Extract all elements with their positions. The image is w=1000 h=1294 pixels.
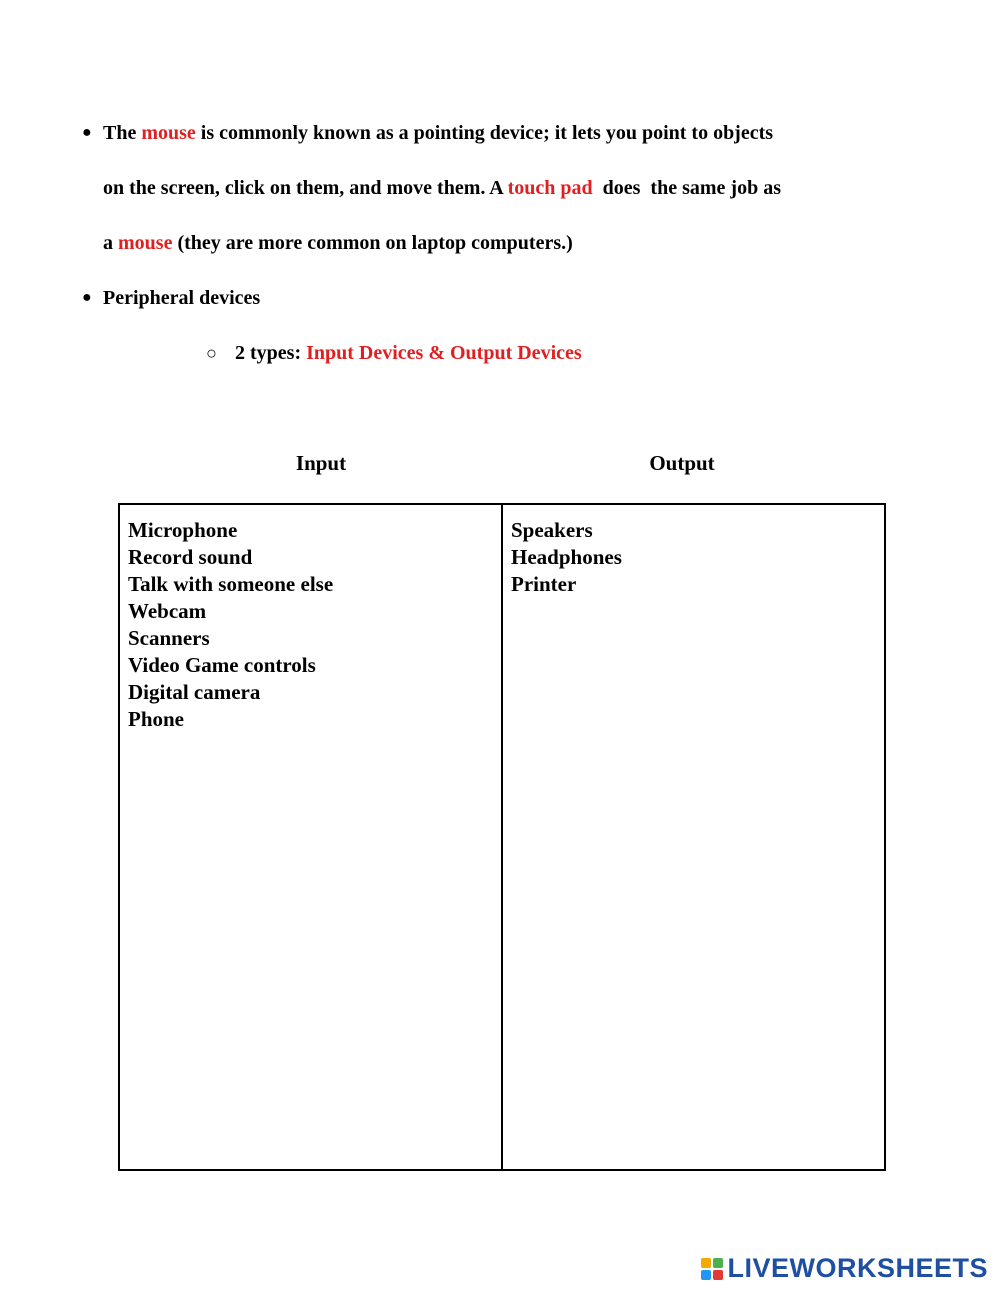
brand-name: LIVEWORKSHEETS bbox=[727, 1253, 988, 1283]
input-item: Record sound bbox=[128, 545, 253, 569]
text-segment: The bbox=[103, 122, 142, 144]
keyword-touch-pad: touch pad bbox=[507, 177, 593, 199]
input-column-header: Input bbox=[295, 451, 347, 475]
keyword-mouse: mouse bbox=[118, 232, 173, 254]
input-item: Video Game controls bbox=[128, 653, 316, 677]
input-item: Phone bbox=[128, 707, 185, 731]
types-line bbox=[235, 341, 582, 365]
bullet-dot: ● bbox=[82, 289, 92, 306]
devices-table bbox=[118, 503, 886, 1171]
liveworksheets-logo-icon bbox=[701, 1258, 723, 1280]
bullet-dot: ● bbox=[82, 124, 92, 141]
input-item: Scanners bbox=[128, 626, 210, 650]
output-cell bbox=[501, 505, 884, 1169]
keyword-mouse: mouse bbox=[141, 122, 196, 144]
types-highlight: Input Devices & Output Devices bbox=[306, 342, 582, 364]
text-segment: does the same job as bbox=[592, 177, 781, 199]
output-column-header: Output bbox=[649, 451, 715, 475]
liveworksheets-brand bbox=[701, 1253, 988, 1284]
input-item: Talk with someone else bbox=[128, 572, 334, 596]
text-segment: (they are more common on laptop computers.) bbox=[172, 232, 573, 254]
paragraph-line-3 bbox=[103, 231, 573, 255]
peripheral-devices-heading: Peripheral devices bbox=[103, 287, 261, 309]
input-item: Digital camera bbox=[128, 680, 261, 704]
output-item: Speakers bbox=[511, 518, 593, 542]
text-segment: a bbox=[103, 232, 118, 254]
input-item: Microphone bbox=[128, 518, 238, 542]
output-item: Printer bbox=[511, 572, 577, 596]
sub-bullet-circle: ○ bbox=[206, 343, 217, 363]
text-segment: on the screen, click on them, and move them. A bbox=[103, 177, 508, 199]
text-segment: is commonly known as a pointing device; it lets you point to objects bbox=[195, 122, 774, 144]
input-cell bbox=[120, 505, 501, 1169]
paragraph-line-1 bbox=[103, 121, 773, 145]
types-prefix: 2 types: bbox=[235, 342, 307, 364]
input-item: Webcam bbox=[128, 599, 207, 623]
paragraph-line-2 bbox=[103, 176, 781, 200]
output-item: Headphones bbox=[511, 545, 622, 569]
